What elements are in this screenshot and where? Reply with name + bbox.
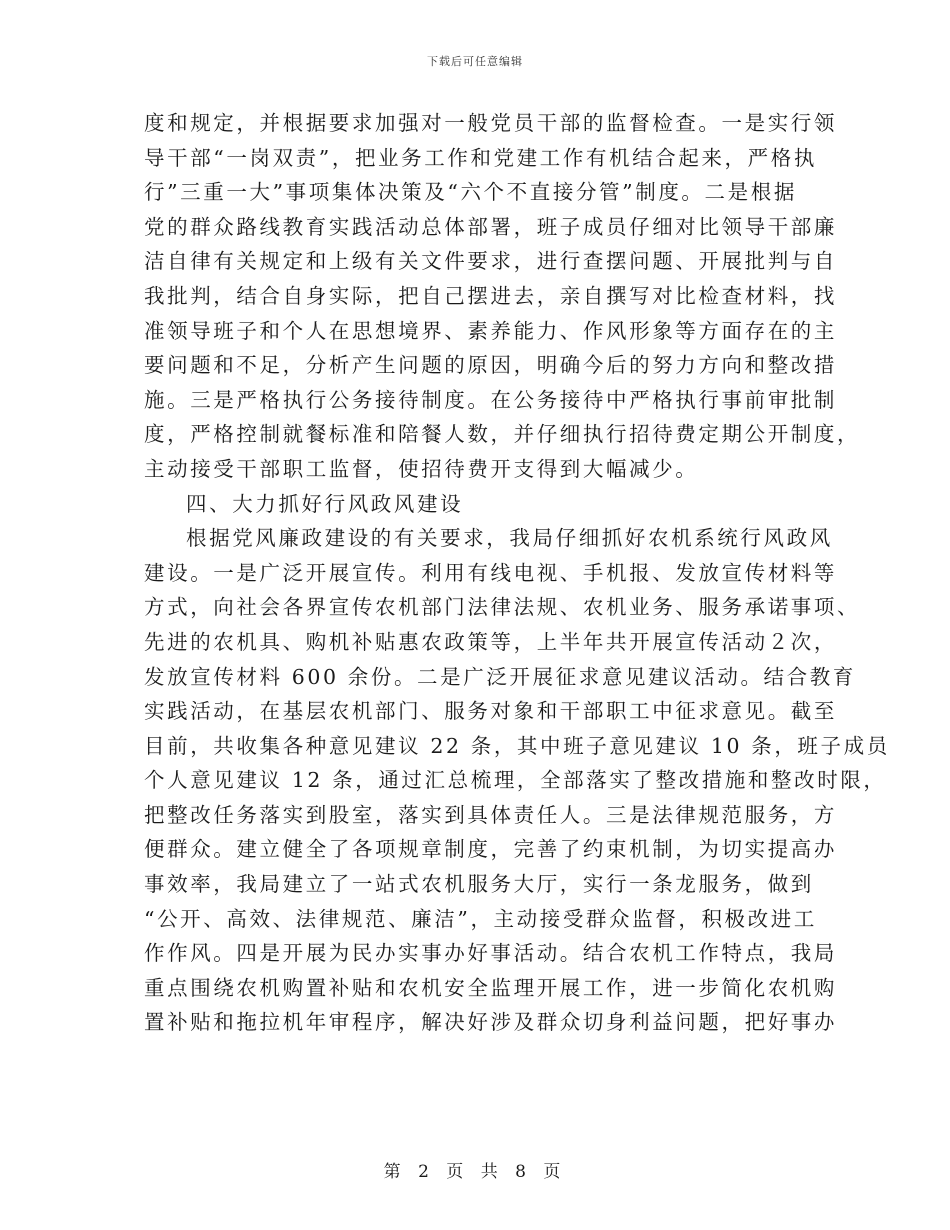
text-line: 把整改任务落实到股室，落实到具体责任人。三是法律规范服务，方	[144, 802, 837, 827]
text-line: 导干部“一岗双责”，把业务工作和党建工作有机结合起来，严格执	[144, 145, 817, 170]
text-line: 主动接受干部职工监督，使招待费开支得到大幅减少。	[144, 456, 699, 481]
document-body	[144, 106, 890, 1040]
text-line: 度，严格控制就餐标准和陪餐人数，并仔细执行招待费定期公开制度，	[144, 422, 861, 447]
text-line: 便群众。建立健全了各项规章制度，完善了约束机制，为切实提高办	[144, 837, 837, 862]
text-line: 准领导班子和个人在思想境界、素养能力、作风形象等方面存在的主	[144, 318, 837, 343]
text-line: 洁自律有关规定和上级有关文件要求，进行查摆问题、开展批判与自	[144, 249, 837, 274]
page-number: 第 2 页 共 8 页	[383, 1162, 567, 1182]
text-line: 发放宣传材料 600 余份。二是广泛开展征求意见建议活动。结合教育	[144, 664, 856, 689]
text-line: 目前，共收集各种意见建议 22 条，其中班子意见建议 10 条，班子成员	[144, 733, 890, 758]
text-line: 实践活动，在基层农机部门、服务对象和干部职工中征求意见。截至	[144, 699, 837, 724]
section-heading: 四、大力抓好行风政风建设	[186, 491, 464, 516]
text-line: 行”三重一大”事项集体决策及“六个不直接分管”制度。二是根据	[144, 180, 797, 205]
text-line: 事效率，我局建立了一站式农机服务大厅，实行一条龙服务，做到	[144, 872, 814, 897]
text-line: 要问题和不足，分析产生问题的原因，明确今后的努力方向和整改措	[144, 353, 837, 378]
text-line: 重点围绕农机购置补贴和农机安全监理开展工作，进一步简化农机购	[144, 975, 837, 1000]
text-line: 施。三是严格执行公务接待制度。在公务接待中严格执行事前审批制	[144, 387, 837, 412]
text-line: 先进的农机具、购机补贴惠农政策等，上半年共开展宣传活动２次，	[144, 629, 837, 654]
text-line: 置补贴和拖拉机年审程序，解决好涉及群众切身利益问题，把好事办	[144, 1010, 837, 1035]
text-line: 根据党风廉政建设的有关要求，我局仔细抓好农机系统行风政风	[186, 526, 833, 551]
text-line: 党的群众路线教育实践活动总体部署，班子成员仔细对比领导干部廉	[144, 214, 837, 239]
text-line: 作作风。四是开展为民办实事办好事活动。结合农机工作特点，我局	[144, 941, 837, 966]
text-line: 方式，向社会各界宣传农机部门法律法规、农机业务、服务承诺事项、	[144, 595, 861, 620]
page-header: 下载后可任意编辑	[427, 55, 523, 68]
text-line: 个人意见建议 12 条，通过汇总梳理，全部落实了整改措施和整改时限，	[144, 768, 887, 793]
text-line: 我批判，结合自身实际，把自己摆进去，亲自撰写对比检查材料，找	[144, 283, 837, 308]
text-line: “公开、高效、法律规范、廉洁”，主动接受群众监督，积极改进工	[144, 906, 817, 931]
text-line: 度和规定，并根据要求加强对一般党员干部的监督检查。一是实行领	[144, 111, 837, 135]
text-line: 建设。一是广泛开展宣传。利用有线电视、手机报、发放宣传材料等	[144, 560, 837, 585]
